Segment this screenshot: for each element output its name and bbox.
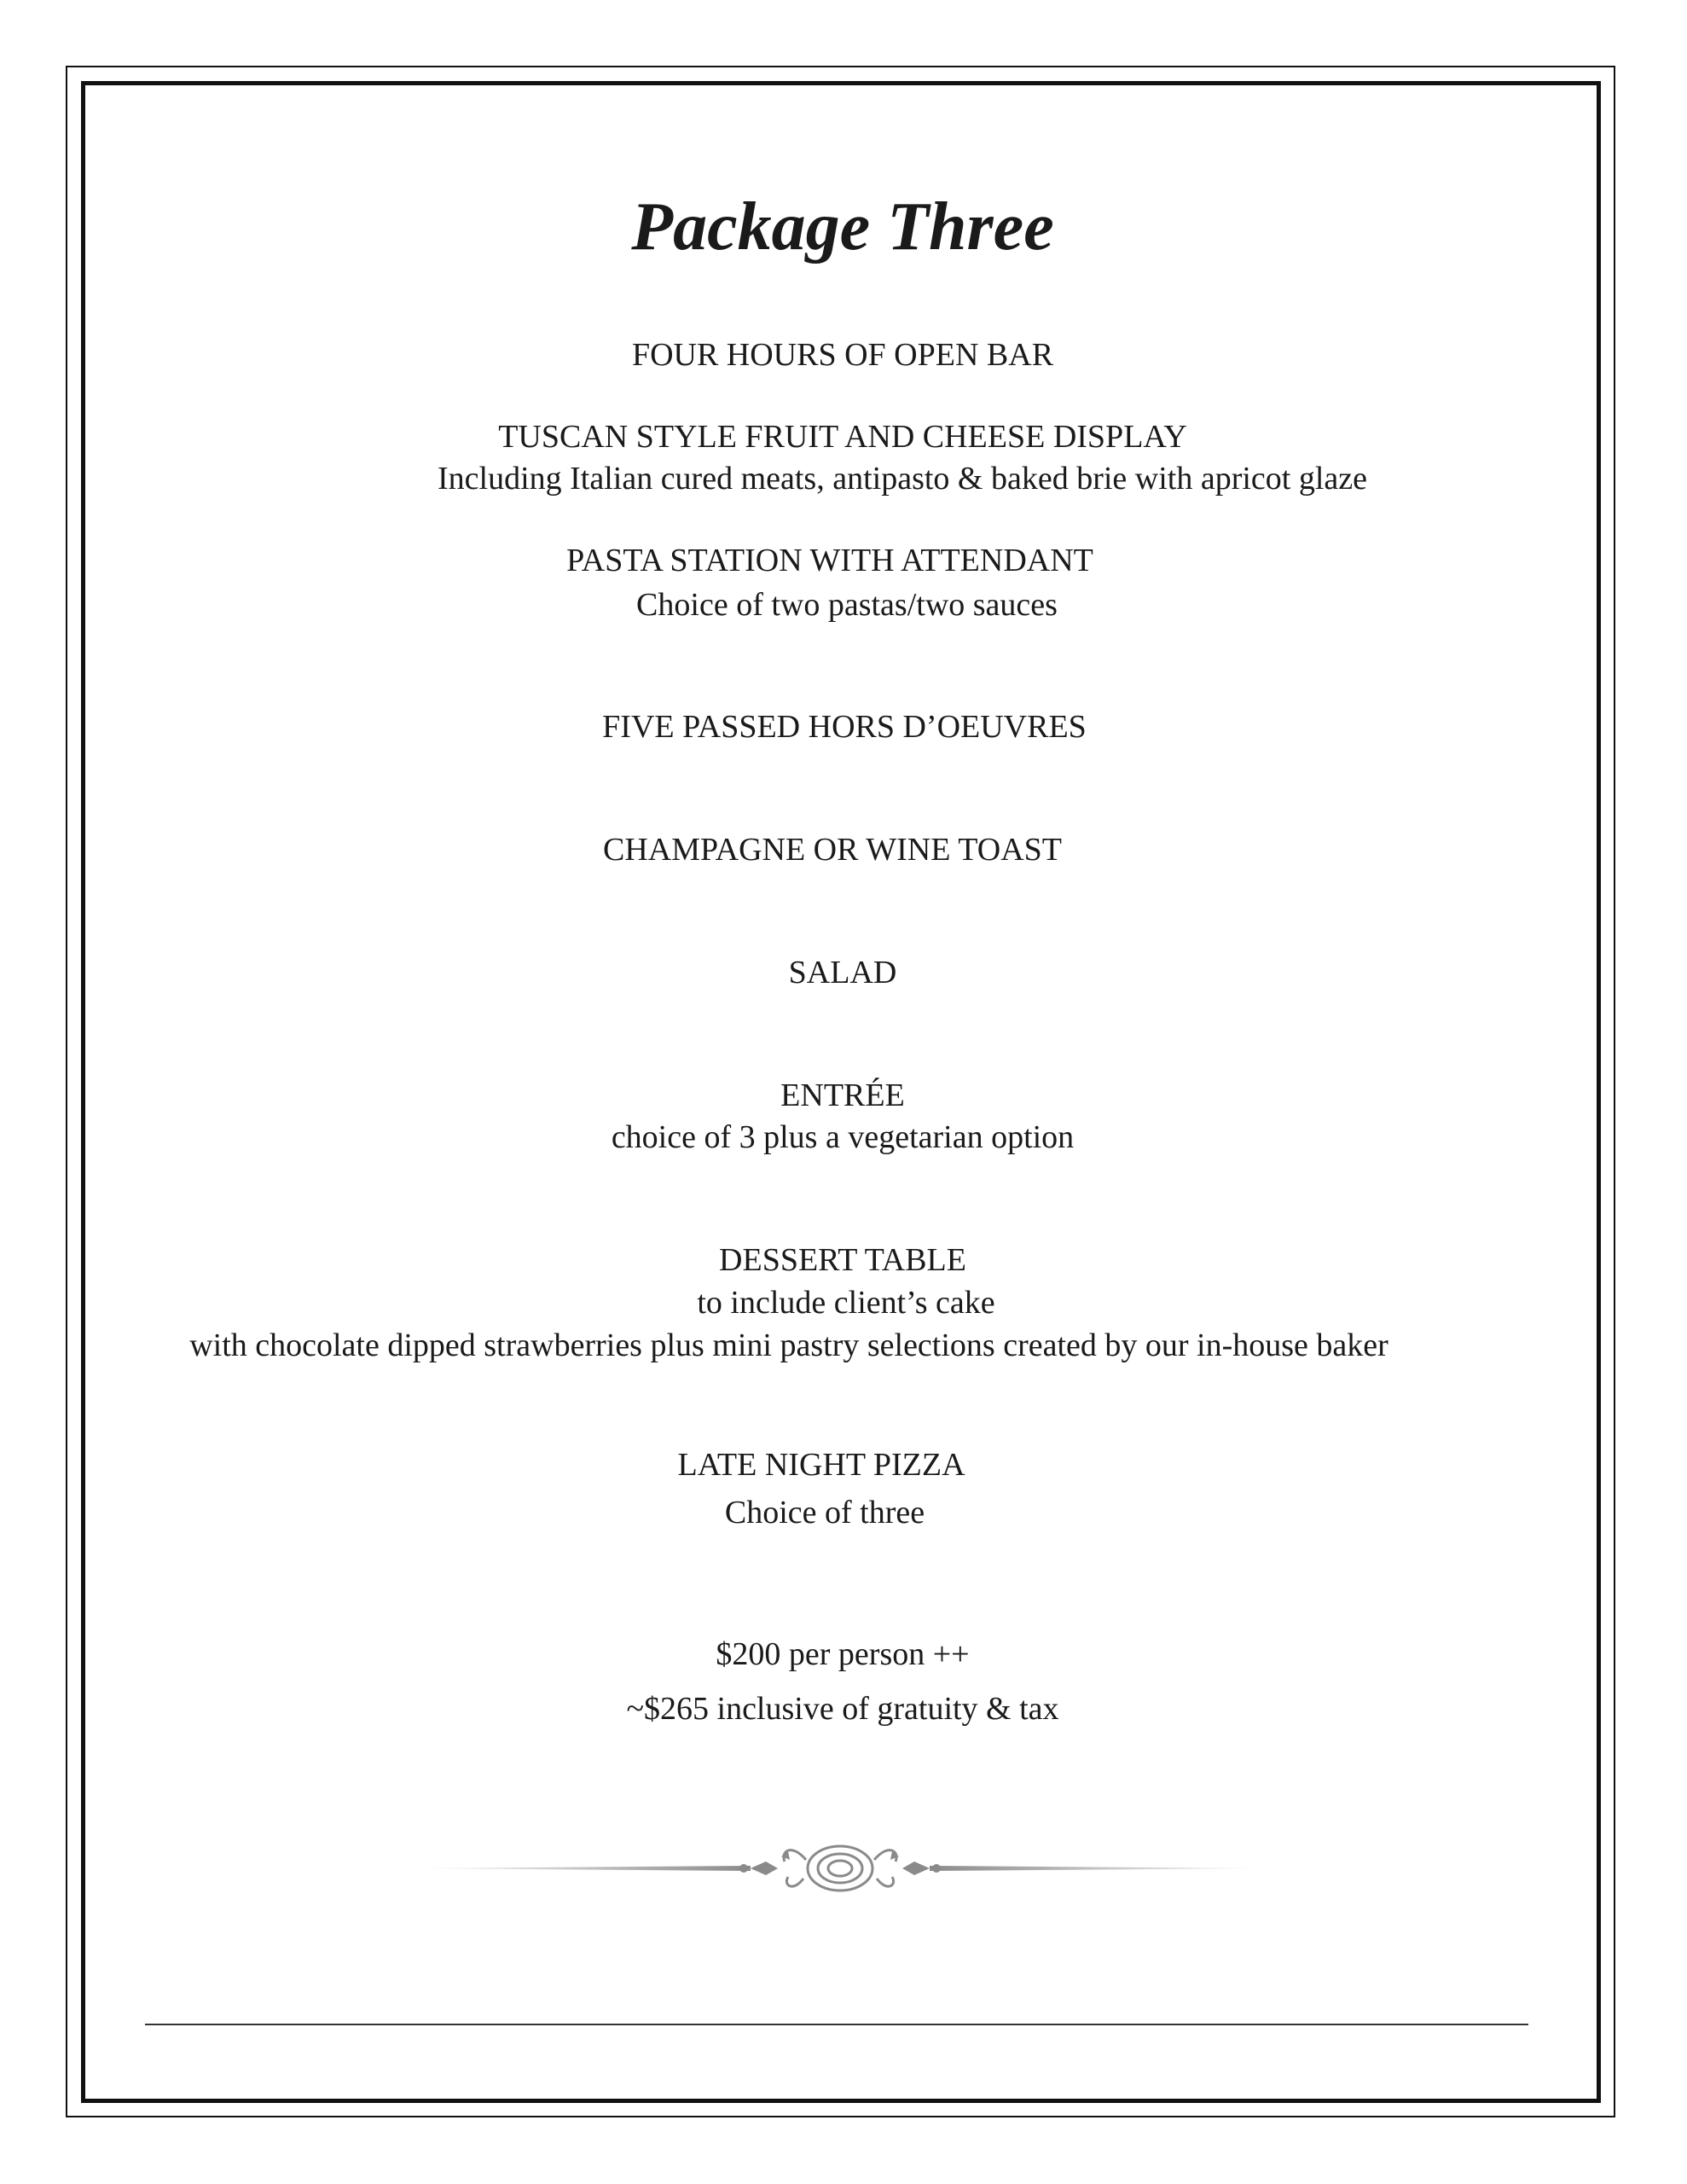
- price-per-person: $200 per person ++: [716, 1636, 970, 1672]
- hors-doeuvres-heading: FIVE PASSED HORS D’OEUVRES: [602, 709, 1087, 745]
- dessert-description-1: to include client’s cake: [697, 1285, 995, 1321]
- pasta-heading: PASTA STATION WITH ATTENDANT: [566, 543, 1093, 578]
- dessert-description-2: with chocolate dipped strawberries plus mini pastry selections created by our in-house baker: [189, 1327, 1388, 1363]
- price-inclusive: ~$265 inclusive of gratuity & tax: [626, 1691, 1059, 1727]
- tuscan-heading: TUSCAN STYLE FRUIT AND CHEESE DISPLAY: [498, 419, 1187, 455]
- pizza-heading: LATE NIGHT PIZZA: [677, 1447, 965, 1483]
- toast-heading: CHAMPAGNE OR WINE TOAST: [602, 832, 1063, 868]
- pizza-description: Choice of three: [724, 1495, 925, 1531]
- open-bar-heading: FOUR HOURS OF OPEN BAR: [631, 337, 1054, 373]
- tuscan-description: Including Italian cured meats, antipasto & baked brie with apricot glaze: [438, 461, 1367, 497]
- bottom-rule: [145, 2024, 1528, 2025]
- dessert-heading: DESSERT TABLE: [719, 1242, 966, 1278]
- entree-description: choice of 3 plus a vegetarian option: [611, 1119, 1075, 1155]
- entree-heading: ENTRÉE: [780, 1077, 905, 1113]
- flourish-divider-icon: [409, 1834, 1271, 1902]
- page-title: Package Three: [631, 189, 1054, 264]
- pasta-description: Choice of two pastas/two sauces: [636, 587, 1058, 623]
- salad-heading: SALAD: [788, 955, 897, 990]
